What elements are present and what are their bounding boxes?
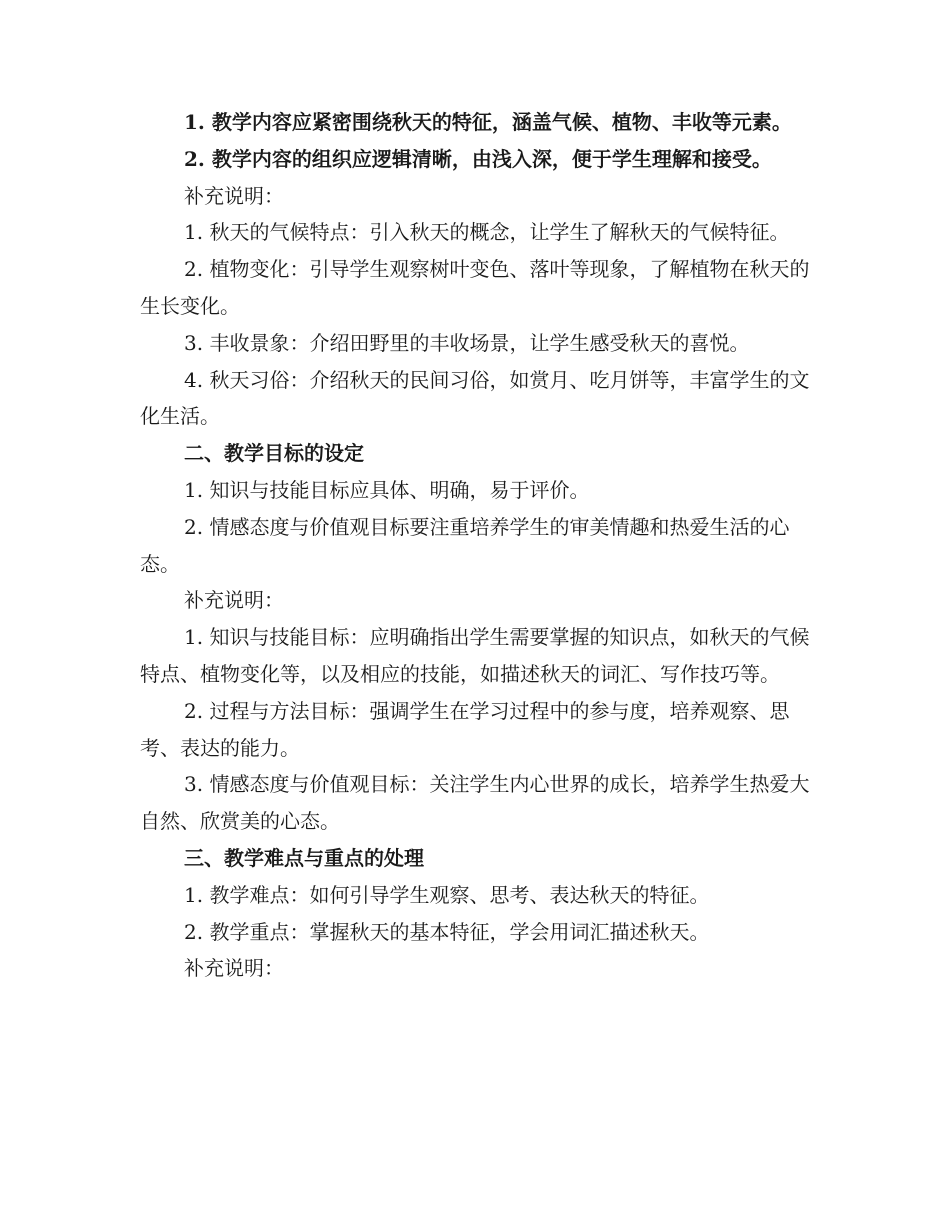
supplement-label: 补充说明： — [184, 588, 284, 613]
paragraph-emotion-value: 3. 情感态度与价值观目标：关注学生内心世界的成长，培养学生热爱大自然、欣赏美的心态。 — [140, 772, 810, 834]
paragraph-climate: 1. 秋天的气候特点：引入秋天的概念，让学生了解秋天的气候特征。 — [184, 220, 790, 245]
supplement-label: 补充说明： — [184, 183, 284, 208]
paragraph-customs: 4. 秋天习俗：介绍秋天的民间习俗，如赏月、吃月饼等，丰富学生的文化生活。 — [140, 367, 810, 429]
paragraph-content-requirement-1: 1. 教学内容应紧密围绕秋天的特征，涵盖气候、植物、丰收等元素。 — [184, 110, 792, 134]
paragraph-goal-emotion: 2. 情感态度与价值观目标要注重培养学生的审美情趣和热爱生活的心态。 — [140, 514, 790, 576]
paragraph-plant-change: 2. 植物变化：引导学生观察树叶变色、落叶等现象，了解植物在秋天的生长变化。 — [140, 257, 810, 318]
paragraph-goal-knowledge: 1. 知识与技能目标应具体、明确，易于评价。 — [184, 477, 590, 502]
supplement-label: 补充说明： — [184, 956, 284, 981]
document-page — [140, 104, 820, 987]
paragraph-content-requirement-2: 2. 教学内容的组织应逻辑清晰，由浅入深，便于学生理解和接受。 — [184, 146, 772, 171]
paragraph-process-method: 2. 过程与方法目标：强调学生在学习过程中的参与度，培养观察、思考、表达的能力。 — [140, 698, 790, 760]
section-heading-difficulties: 三、教学难点与重点的处理 — [184, 845, 424, 870]
paragraph-harvest: 3. 丰收景象：介绍田野里的丰收场景，让学生感受秋天的喜悦。 — [184, 330, 750, 355]
paragraph-difficulty: 1. 教学难点：如何引导学生观察、思考、表达秋天的特征。 — [184, 882, 710, 907]
paragraph-knowledge-skill: 1. 知识与技能目标：应明确指出学生需要掌握的知识点，如秋天的气候特点、植物变化等，以及相应的技能，如描述秋天的词汇、写作技巧等。 — [140, 625, 810, 686]
paragraph-key-point: 2. 教学重点：掌握秋天的基本特征，学会用词汇描述秋天。 — [184, 919, 710, 944]
section-heading-goals: 二、教学目标的设定 — [184, 441, 364, 466]
